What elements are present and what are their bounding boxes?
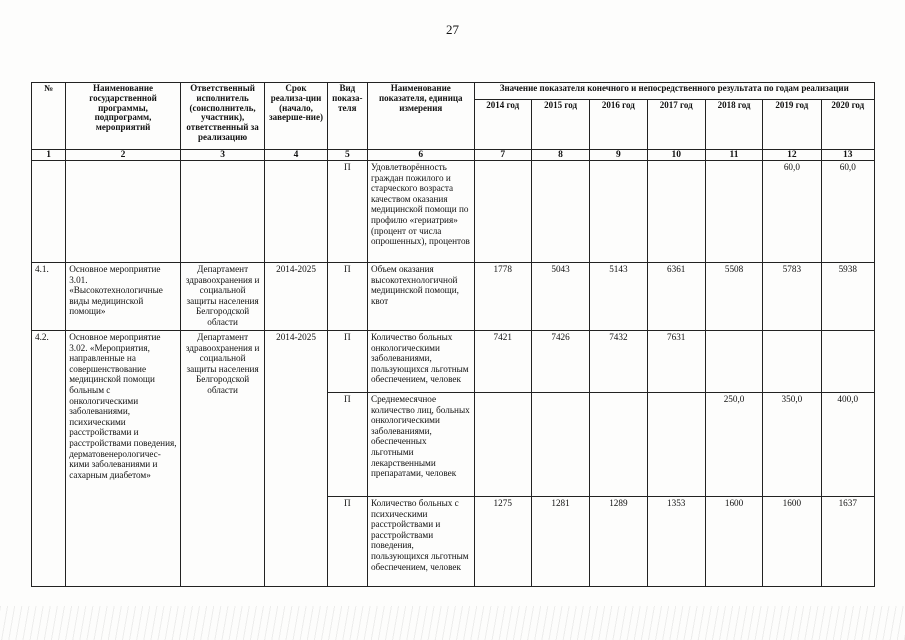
row-num: 4.2. — [32, 331, 66, 587]
value-cell — [474, 393, 531, 497]
value-cell: 5043 — [531, 263, 589, 331]
value-cell: 7426 — [531, 331, 589, 393]
column-number: 9 — [590, 150, 647, 161]
row-indicator: Удовлетворённость граждан пожилого и старческого возраста качеством оказания медицинской помощи по профилю «гериатрия» (процент от числа опрошенных), процентов — [367, 161, 474, 263]
value-cell — [590, 161, 647, 263]
row-num — [32, 161, 66, 263]
value-cell — [531, 161, 589, 263]
header-executor: Ответственный исполнитель (соисполнитель, участник), ответственный за реализацию — [180, 83, 264, 150]
value-cell: 5508 — [705, 263, 762, 331]
header-year: 2014 год — [474, 100, 531, 150]
header-indicator: Наименование показателя, единица измерения — [367, 83, 474, 150]
header-year: 2020 год — [821, 100, 874, 150]
value-cell: 1275 — [474, 497, 531, 587]
value-cell: 400,0 — [821, 393, 874, 497]
column-number: 11 — [705, 150, 762, 161]
page-number: 27 — [446, 22, 459, 37]
value-cell: 5783 — [763, 263, 821, 331]
column-number: 7 — [474, 150, 531, 161]
header-values-group: Значение показателя конечного и непосредственного результата по годам реализации — [474, 83, 874, 100]
value-cell: 1600 — [705, 497, 762, 587]
row-num: 4.1. — [32, 263, 66, 331]
column-number: 6 — [367, 150, 474, 161]
row-executor: Департамент здравоохранения и социальной защиты населения Белгородской области — [180, 263, 264, 331]
header-year: 2017 год — [647, 100, 705, 150]
header-year: 2015 год — [531, 100, 589, 150]
row-name — [66, 161, 181, 263]
header-name: Наименование государственной программы, подпрограмм, мероприятий — [66, 83, 181, 150]
row-name: Основное мероприятие 3.01. «Высокотехнологичные виды медицинской помощи» — [66, 263, 181, 331]
column-number: 1 — [32, 150, 66, 161]
value-cell: 1353 — [647, 497, 705, 587]
column-number: 3 — [180, 150, 264, 161]
row-indicator: Количество больных с психическими расстройствами и расстройствами поведения, пользующихся льготным обеспечением, человек — [367, 497, 474, 587]
header-num: № — [32, 83, 66, 150]
value-cell: 7631 — [647, 331, 705, 393]
value-cell — [763, 331, 821, 393]
column-number: 2 — [66, 150, 181, 161]
value-cell — [821, 331, 874, 393]
row-name: Основное мероприятие 3.02. «Мероприятия, направленные на совершенствование медицинской помощи больным с онкологическими заболеваниями, психическими расстройствами и расстройствами поведения, дерматовенерологичес-кими заболеваниями и сахарным диабетом» — [66, 331, 181, 587]
table-row — [32, 263, 875, 331]
row-type: П — [327, 161, 367, 263]
column-numbers-row — [32, 150, 875, 161]
row-type: П — [327, 331, 367, 393]
value-cell — [647, 393, 705, 497]
column-number: 12 — [763, 150, 821, 161]
value-cell — [647, 161, 705, 263]
header-year: 2019 год — [763, 100, 821, 150]
row-executor — [180, 161, 264, 263]
header-year: 2018 год — [705, 100, 762, 150]
value-cell: 5143 — [590, 263, 647, 331]
column-number: 13 — [821, 150, 874, 161]
row-type: П — [327, 263, 367, 331]
value-cell: 7421 — [474, 331, 531, 393]
value-cell: 350,0 — [763, 393, 821, 497]
value-cell: 7432 — [590, 331, 647, 393]
value-cell — [705, 161, 762, 263]
value-cell — [531, 393, 589, 497]
header-year: 2016 год — [590, 100, 647, 150]
row-term: 2014-2025 — [265, 263, 327, 331]
header-term: Срок реализа-ции (начало, заверше-ние) — [265, 83, 327, 150]
table-row — [32, 331, 875, 393]
column-number: 8 — [531, 150, 589, 161]
value-cell — [474, 161, 531, 263]
value-cell: 1600 — [763, 497, 821, 587]
value-cell — [705, 331, 762, 393]
row-type: П — [327, 393, 367, 497]
row-indicator: Количество больных онкологическими заболеваниями, пользующихся льготным обеспечением, человек — [367, 331, 474, 393]
column-number: 4 — [265, 150, 327, 161]
value-cell: 60,0 — [763, 161, 821, 263]
value-cell: 6361 — [647, 263, 705, 331]
value-cell: 1778 — [474, 263, 531, 331]
table-row — [32, 161, 875, 263]
value-cell — [590, 393, 647, 497]
indicators-table — [31, 82, 875, 587]
row-indicator: Объем оказания высокотехнологичной медицинской помощи, квот — [367, 263, 474, 331]
row-term — [265, 161, 327, 263]
value-cell: 1289 — [590, 497, 647, 587]
value-cell: 1637 — [821, 497, 874, 587]
value-cell: 5938 — [821, 263, 874, 331]
scan-noise — [0, 606, 905, 640]
column-number: 10 — [647, 150, 705, 161]
value-cell: 1281 — [531, 497, 589, 587]
row-type: П — [327, 497, 367, 587]
row-executor: Департамент здравоохранения и социальной защиты населения Белгородской области — [180, 331, 264, 587]
value-cell: 250,0 — [705, 393, 762, 497]
row-indicator: Среднемесячное количество лиц, больных онкологическими заболеваниями, обеспеченных льготными лекарственными препаратами, человек — [367, 393, 474, 497]
column-number: 5 — [327, 150, 367, 161]
header-type: Вид показа-теля — [327, 83, 367, 150]
value-cell: 60,0 — [821, 161, 874, 263]
row-term: 2014-2025 — [265, 331, 327, 587]
